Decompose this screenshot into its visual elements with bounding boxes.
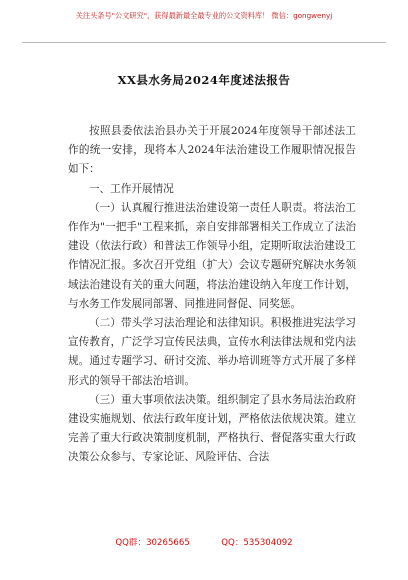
document-body bbox=[68, 122, 356, 468]
paragraph-intro: 按照县委依法治县办关于开展2024年度领导干部述法工作的统一安排，现将本人2024年法治建设工作履职情况报告如下： bbox=[68, 125, 356, 176]
section-heading: 一、工作开展情况 bbox=[89, 182, 174, 195]
qq-label: QQ： bbox=[221, 538, 244, 548]
paragraph-item-3: （三）重大事项依法决策。组织制定了县水务局法治政府建设实施规划、依法行政年度计划，严格依法依规决策。建立完善了重大行政决策制度机制，严格执行、督促落实重大行政决策公众参与、专家论证、风险评估、合法 bbox=[68, 393, 356, 464]
header-promo-note: 关注头条号"公文研究"，获得最新最全最专业的公文资料库！ 微信：gongwenyj bbox=[75, 11, 333, 20]
paragraph-item-2: （二）带头学习法治理论和法律知识。积极推进宪法学习宣传教育，广泛学习宣传民法典，宣传水利法律法规和党内法规。通过专题学习、研讨交流、举办培训班等方式开展了多样形式的领导干部法治培训。 bbox=[68, 317, 356, 387]
qq-group-number: 30265665 bbox=[146, 538, 190, 548]
header-divider bbox=[22, 42, 386, 43]
qq-number: 535304092 bbox=[243, 538, 293, 548]
document-title: XX县水务局2024年度述法报告 bbox=[117, 73, 291, 87]
paragraph-item-1: （一）认真履行推进法治建设第一责任人职责。将法治工作作为"一把手"工程来抓，亲自安排部署相关工作成立了法治建设（依法行政）和普法工作领导小组，定期听取法治建设工作情况汇报。多次召开党组（扩大）会议专题研究解决水务领域法治建设有关的重大问题，将法治建设纳入年度工作计划，与水务工作发展同部署、同推进同督促、同奖惩。 bbox=[68, 201, 356, 310]
qq-group-label: QQ群： bbox=[115, 538, 147, 548]
footer-contact bbox=[0, 536, 408, 548]
